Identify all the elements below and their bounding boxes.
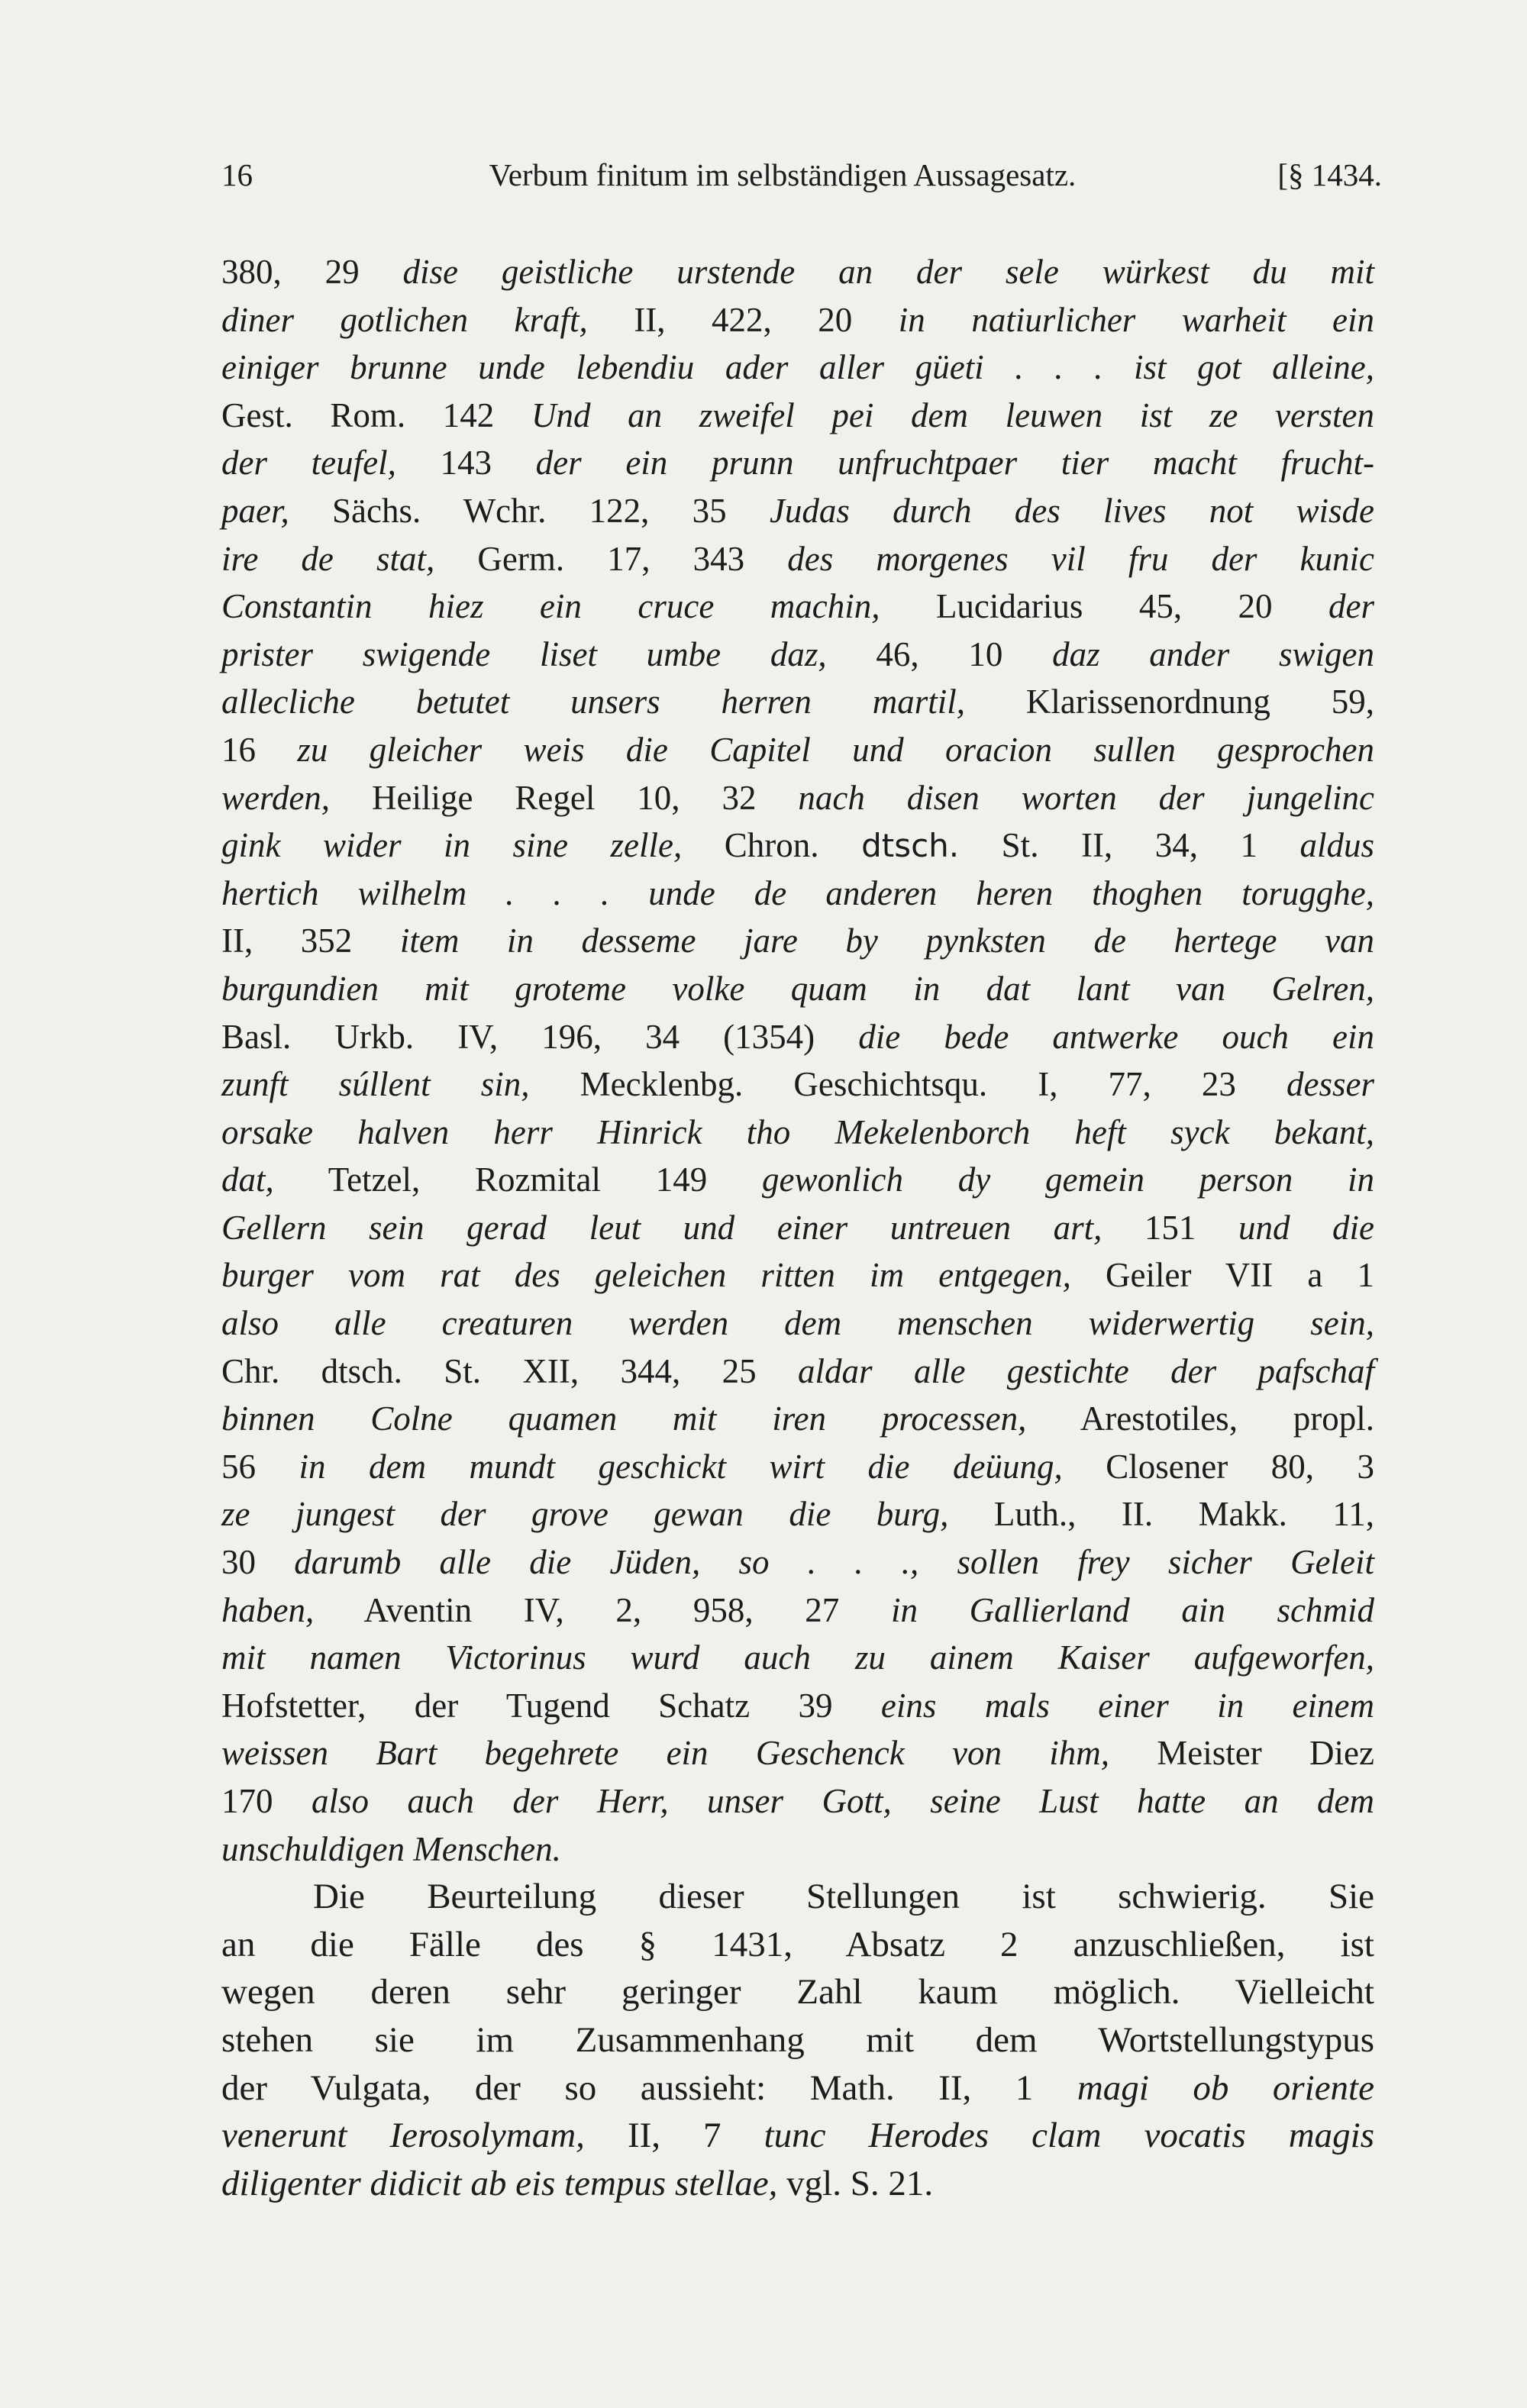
italic-quote: dat, [221, 1160, 274, 1199]
italic-quote: darumb alle die Jüden, so . . ., [294, 1543, 919, 1582]
italic-quote: in natiurlicher warheit ein [898, 300, 1375, 339]
text-line [221, 1395, 1374, 1443]
text-line [221, 1538, 1374, 1587]
italic-quote: mit namen Victorinus wurd auch zu ainem Kaiser aufgeworfen, [221, 1638, 1374, 1677]
text-segment: 151 [1102, 1208, 1238, 1247]
text-segment: Lucidarius 45, 20 [880, 587, 1328, 626]
italic-quote: der ein prunn unfruchtpaer tier macht frucht- [535, 444, 1374, 483]
italic-quote: aldar alle gestichte der pafschaf [798, 1351, 1374, 1390]
italic-quote: burger vom rat des geleichen ritten im entgegen, [221, 1256, 1071, 1295]
text-segment: Closener 80, 3 [1062, 1447, 1374, 1486]
paragraph-commentary [221, 1873, 1374, 2207]
text-segment: Luth., II. Makk. 11, [948, 1495, 1374, 1534]
text-line [221, 1348, 1374, 1396]
italic-quote: diner gotlichen kraft, [221, 300, 588, 339]
italic-quote: nach disen worten der jungelinc [798, 778, 1374, 817]
running-header [221, 157, 1382, 193]
text-segment: Hofstetter, der Tugend Schatz 39 [221, 1686, 881, 1725]
text-line [221, 2016, 1374, 2064]
section-reference: [§ 1434. [1277, 157, 1382, 192]
text-line [221, 1968, 1374, 2016]
italic-quote: ze jungest der grove gewan die burg, [221, 1495, 949, 1534]
italic-quote: also auch der Herr, unser Gott, seine Lust hatte an dem [311, 1782, 1375, 1820]
italic-quote: allecliche betutet unsers herren martil, [221, 683, 966, 721]
italic-quote: zu gleicher weis die Capitel und oracion sullen gesprochen [297, 730, 1374, 769]
italic-quote: werden, [221, 778, 331, 817]
text-line [221, 439, 1374, 487]
italic-quote: gewonlich dy gemein person in [762, 1160, 1374, 1199]
page-number: 16 [221, 157, 253, 192]
text-segment: Chron. [682, 826, 862, 865]
italic-quote: Gellern sein gerad leut und einer untreuen art, [221, 1208, 1102, 1247]
text-segment: stehen sie im Zusammenhang mit dem Wortstellungstypus [221, 2019, 1374, 2060]
text-segment: 380, 29 [221, 253, 403, 291]
italic-quote: aldus [1299, 826, 1375, 865]
italic-quote: orsake halven herr Hinrick tho Mekelenborch heft syck bekant, [221, 1112, 1374, 1151]
text-segment: Meister Diez [1109, 1734, 1374, 1773]
italic-quote: der teufel, [221, 444, 396, 483]
italic-quote: in dem mundt geschickt wirt die deüung, [299, 1447, 1063, 1486]
text-segment: II, 7 [584, 2116, 764, 2156]
italic-quote: haben, [221, 1590, 315, 1629]
text-line [221, 1825, 1374, 1874]
italic-quote: hertich wilhelm . . . unde de anderen heren thoghen torugghe, [221, 873, 1374, 912]
italic-quote: unschuldigen Menschen. [221, 1829, 561, 1868]
text-segment: Gest. Rom. 142 [221, 395, 531, 434]
italic-quote: tunc Herodes clam vocatis magis [764, 2116, 1374, 2156]
italic-quote: binnen Colne quamen mit iren processen, [221, 1399, 1027, 1438]
italic-quote: zunft súllent sin, [221, 1065, 530, 1104]
italic-quote: burgundien mit groteme volke quam in dat lant van Gelren, [221, 969, 1374, 1008]
italic-quote: magi ob oriente [1077, 2067, 1374, 2108]
text-line [221, 1204, 1374, 1252]
text-line [221, 1921, 1374, 1969]
italic-quote: paer, [221, 491, 289, 530]
italic-quote: venerunt Ierosolymam, [221, 2116, 585, 2156]
body-text [221, 248, 1374, 2207]
text-segment: 16 [221, 730, 298, 769]
text-segment: Sächs. Wchr. 122, 35 [289, 491, 770, 530]
italic-quote: gink wider in sine zelle, [221, 826, 683, 865]
italic-quote: und die [1238, 1208, 1375, 1247]
text-segment: wegen deren sehr geringer Zahl kaum möglich. Vielleicht [221, 1972, 1374, 2013]
text-line [221, 2112, 1374, 2160]
text-line [221, 487, 1374, 535]
text-line [221, 583, 1374, 631]
paragraph-citations [221, 248, 1374, 1873]
text-line [221, 917, 1374, 965]
text-segment: 46, 10 [826, 634, 1053, 673]
text-line [221, 1873, 1374, 1921]
text-line [221, 1634, 1374, 1682]
italic-quote: Und an zweifel pei dem leuwen ist ze versten [531, 395, 1374, 434]
italic-quote: ire de stat, [221, 539, 435, 578]
italic-quote: daz ander swigen [1052, 634, 1375, 673]
text-line [221, 535, 1374, 583]
text-line [221, 965, 1374, 1013]
text-line [221, 1299, 1374, 1348]
text-line [221, 1013, 1374, 1061]
italic-quote: eins mals einer in einem [880, 1686, 1374, 1725]
text-segment: Basl. Urkb. IV, 196, 34 (1354) [221, 1017, 859, 1056]
text-line [221, 774, 1374, 822]
italic-quote: weissen Bart begehrete ein Geschenck von ihm, [221, 1734, 1110, 1773]
text-line [221, 296, 1374, 344]
text-segment: Die Beurteilung dieser Stellungen ist schwierig. Sie [313, 1877, 1374, 1917]
text-line [221, 1156, 1374, 1204]
text-line [221, 726, 1374, 774]
italic-quote: sollen frey sicher Geleit [957, 1543, 1375, 1582]
text-line [221, 344, 1374, 392]
text-line [221, 2064, 1374, 2113]
italic-quote: prister swigende liset umbe daz, [221, 634, 827, 673]
text-line [221, 1490, 1374, 1538]
text-segment: Chr. dtsch. St. XII, 344, 25 [221, 1351, 799, 1390]
text-line [221, 1060, 1374, 1109]
text-segment: St. II, 34, 1 [959, 826, 1300, 865]
text-segment: 170 [221, 1782, 312, 1820]
text-segment: dtsch. [861, 827, 960, 865]
italic-quote: die bede antwerke ouch ein [858, 1017, 1374, 1056]
text-segment: Tetzel, Rozmital 149 [273, 1160, 763, 1199]
text-line [221, 1443, 1374, 1491]
text-segment: vgl. S. 21. [777, 2163, 934, 2203]
text-line [221, 248, 1374, 296]
text-line [221, 392, 1374, 440]
text-line [221, 2160, 1374, 2208]
text-line [221, 678, 1374, 726]
text-segment: Aventin IV, 2, 958, 27 [314, 1590, 891, 1629]
text-segment: Germ. 17, 343 [434, 539, 788, 578]
text-segment: II, 352 [221, 922, 400, 960]
text-line [221, 821, 1374, 870]
italic-quote: desser [1286, 1065, 1374, 1104]
italic-quote: item in desseme jare by pynksten de hertege van [399, 922, 1374, 960]
text-line [221, 1777, 1374, 1825]
italic-quote: in Gallierland ain schmid [890, 1590, 1374, 1629]
text-segment: Arestotiles, propl. [1026, 1399, 1374, 1438]
running-title: Verbum finitum im selbständigen Aussagesatz. [489, 157, 1077, 192]
italic-quote: diligenter didicit ab eis tempus stellae, [221, 2163, 778, 2203]
italic-quote: Constantin hiez ein cruce machin, [221, 587, 880, 626]
text-segment: Heilige Regel 10, 32 [330, 778, 799, 817]
italic-quote: einiger brunne unde lebendiu ader aller güeti . . . ist got alleine, [221, 348, 1374, 387]
text-segment [918, 1543, 957, 1581]
italic-quote: Judas durch des lives not wisde [769, 491, 1374, 530]
text-line [221, 1729, 1374, 1777]
text-line [221, 870, 1374, 918]
italic-quote: des morgenes vil fru der kunic [787, 539, 1374, 578]
italic-quote: also alle creaturen werden dem menschen widerwertig sein, [221, 1304, 1374, 1343]
text-segment: 56 [221, 1447, 299, 1486]
text-segment: der Vulgata, der so aussieht: Math. II, 1 [221, 2067, 1077, 2108]
text-segment: II, 422, 20 [587, 300, 899, 339]
italic-quote: der [1328, 587, 1374, 626]
text-segment: 143 [395, 444, 536, 483]
text-segment: Mecklenbg. Geschichtsqu. I, 77, 23 [529, 1065, 1287, 1104]
italic-quote: dise geistliche urstende an der sele würkest du mit [402, 253, 1374, 291]
text-segment: an die Fälle des § 1431, Absatz 2 anzuschließen, ist [221, 1924, 1374, 1964]
text-line [221, 1109, 1374, 1157]
text-segment: Geiler VII a 1 [1070, 1256, 1374, 1295]
text-line [221, 1682, 1374, 1730]
text-line [221, 1587, 1374, 1635]
text-line [221, 631, 1374, 679]
text-segment: 30 [221, 1543, 295, 1582]
text-line [221, 1251, 1374, 1299]
text-segment: Klarissenordnung 59, [965, 683, 1374, 721]
